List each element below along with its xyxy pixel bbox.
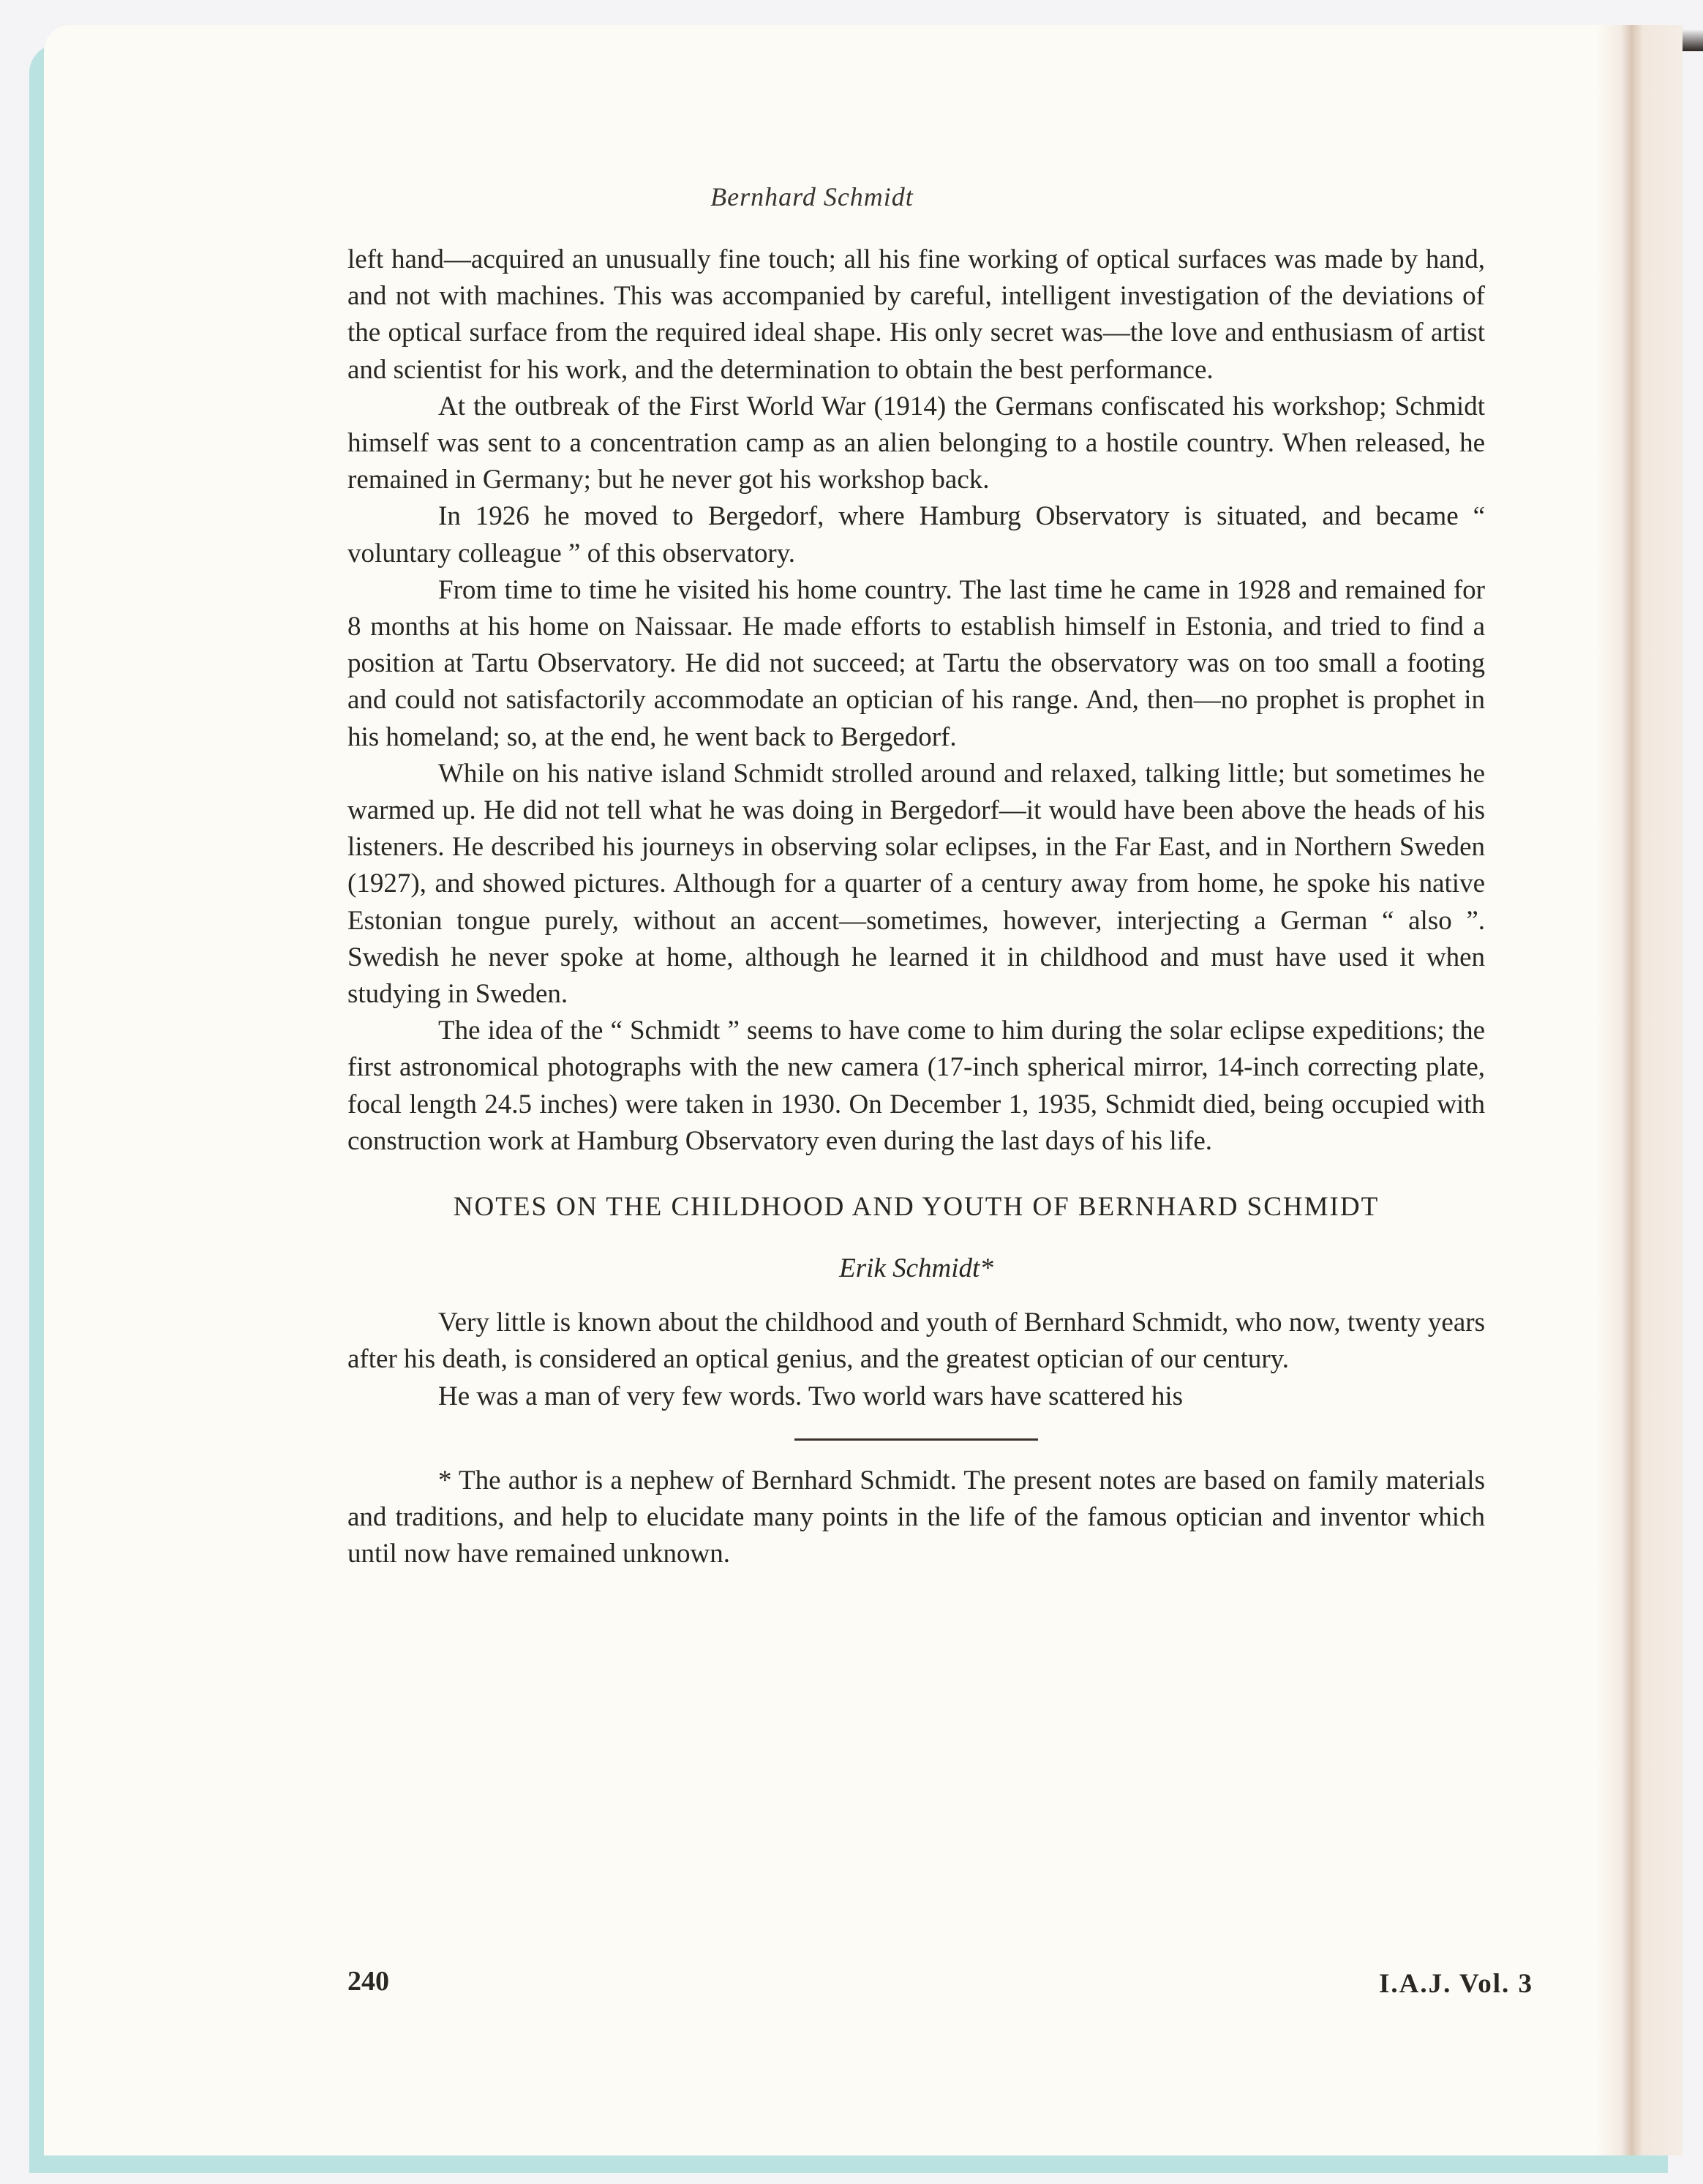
paragraph: He was a man of very few words. Two world wars have scattered his: [438, 1381, 1184, 1411]
footnote-divider: [794, 1438, 1038, 1441]
paragraph: The idea of the “ Schmidt ” seems to have come to him during the solar eclipse expeditions; the first astronomical photographs with the new camera (17-inch spherical mirror, 14-inch correcting plate, focal length 24.5 inches) were taken in 1930. On December 1, 1935, Schmidt died, being occupied with construction work at Hamburg Observatory even during the last days of his life.: [347, 1016, 1485, 1156]
paragraph: In 1926 he moved to Bergedorf, where Hamburg Observatory is situated, and became “ voluntary colleague ” of this observatory.: [347, 501, 1485, 568]
paragraph: From time to time he visited his home country. The last time he came in 1928 and remained for 8 months at his home on Naissaar. He made efforts to establish himself in Estonia, and tried to find a position at Tartu Observatory. He did not succeed; at Tartu the observatory was on too small a footing and could not satisfactorily accommodate an optician of his range. And, then—no prophet is prophet in his homeland; so, at the end, he went back to Bergedorf.: [347, 574, 1485, 752]
book-page: [44, 25, 1683, 2155]
paragraph: left hand—acquired an unusually fine touch; all his fine working of optical surfaces was made by hand, and not with machines. This was accompanied by careful, intelligent investigation of the deviations of the optical surface from the required ideal shape. His only secret was—the love and enthusiasm of artist and scientist for his work, and the determination to obtain the best performance.: [347, 244, 1485, 385]
paragraph: Very little is known about the childhood and youth of Bernhard Schmidt, who now, twenty years after his death, is considered an optical genius, and the greatest optician of our century.: [347, 1307, 1485, 1375]
section-heading: NOTES ON THE CHILDHOOD AND YOUTH OF BERNHARD SCHMIDT: [453, 1192, 1380, 1223]
running-head: Bernhard Schmidt: [710, 182, 914, 211]
page-gutter: [1595, 25, 1683, 2155]
text-column: [347, 241, 1485, 1573]
footnote-text: * The author is a nephew of Bernhard Schmidt. The present notes are based on family materials and traditions, and help to elucidate many points in the life of the famous optician and inventor which until now have remained unknown.: [347, 1465, 1485, 1569]
author-byline: Erik Schmidt*: [839, 1253, 993, 1284]
paragraph: At the outbreak of the First World War (1914) the Germans confiscated his workshop; Schmidt himself was sent to a concentration camp as an alien belonging to a hostile country. When released, he remained in Germany; but he never got his workshop back.: [347, 391, 1485, 495]
page-number: 240: [347, 1966, 389, 1997]
footnote: [347, 1463, 1485, 1573]
journal-reference: I.A.J. Vol. 3: [1379, 1969, 1534, 1999]
paragraph: While on his native island Schmidt strolled around and relaxed, talking little; but sometimes he warmed up. He did not tell what he was doing in Bergedorf—it would have been above the heads of his listeners. He described his journeys in observing solar eclipses, in the Far East, and in Northern Sweden (1927), and showed pictures. Although for a quarter of a century away from home, he spoke his native Estonian tongue purely, without an accent—sometimes, however, interjecting a German “ also ”. Swedish he never spoke at home, although he learned it in childhood and must have used it when studying in Sweden.: [347, 758, 1485, 1010]
